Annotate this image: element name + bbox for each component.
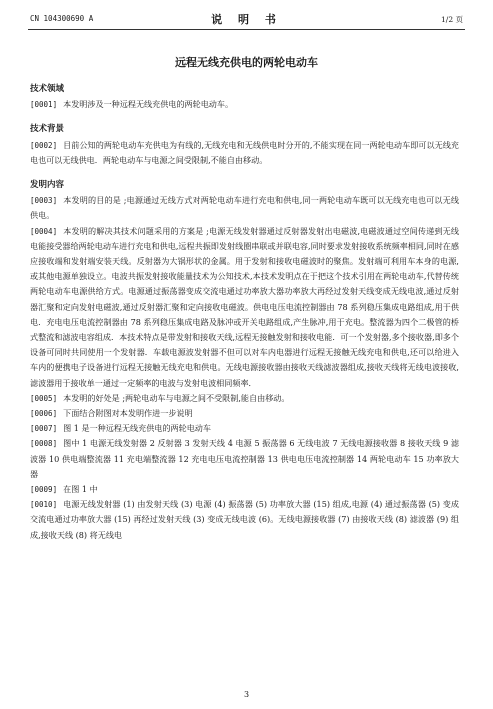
paragraph-text: 下面结合附图对本发明作进一步说明 [63, 408, 193, 419]
paragraph [30, 224, 459, 391]
doc-type: 说 明 书 [211, 13, 282, 26]
paragraph-number: [0005] [30, 393, 58, 403]
paragraph [30, 482, 459, 497]
paragraph-text: 本发明涉及一种远程无线充供电的两轮电动车。 [63, 99, 234, 110]
page-info: 1/2 页 [441, 15, 463, 24]
paragraph [30, 497, 459, 543]
paragraph [30, 406, 459, 421]
paragraph-number: [0008] [30, 439, 58, 449]
header-rule [28, 29, 465, 30]
paragraph-number: [0010] [30, 500, 58, 510]
paragraph [30, 421, 459, 436]
paragraph-number: [0009] [30, 485, 58, 495]
page-number: 3 [243, 690, 250, 699]
section-heading-field: 技术领域 [30, 84, 65, 94]
paragraph-text: 图中 1 电源无线发射器 2 反射器 3 发射天线 4 电源 5 振荡器 6 无线电波 7 无线电源接收器 8 接收天线 9 滤波器 10 供电端整流器 11 充电端整流器 12 充电电压电流控制器 13 供电电压电流控制器 14 两轮电动车 15 功率放大器 [30, 438, 459, 479]
paragraph-number: [0001] [30, 100, 58, 110]
paragraph-text: 图 1 是一种远程无线充供电的两轮电动车 [63, 423, 211, 434]
paragraph-number: [0002] [30, 140, 58, 150]
document-title: 远程无线充供电的两轮电动车 [175, 56, 318, 69]
doc-number: CN 104300690 A [30, 14, 94, 23]
paragraph [30, 193, 459, 223]
paragraph [30, 97, 459, 112]
paragraph-number: [0007] [30, 424, 58, 434]
paragraph-number: [0003] [30, 196, 58, 206]
paragraph [30, 436, 459, 482]
document-body [30, 82, 459, 543]
paragraph [30, 138, 459, 168]
paragraph-text: 本发明的解决其技术问题采用的方案是 ;电源无线发射器通过反射器发射出电磁波,电磁波通过空间传递到无线电能接受器给两轮电动车进行充电和供电,远程共振即发射线圈串联或并联电容,同时要求发射接收系统频率相同,同时在感应接收端和发射端安装天线。反射器为大锅形状的金属。用于发射和接收电磁波时的聚焦。发射端可利用车本身的电源,或其他电源单独设立。电波共振发射接收能量技术为公知技术,本技术发明点在于把这个技术引用在两轮电动车,代替传统两轮电动车电源供给方式。电源通过振荡器变成交流电通过功率放大器功率放大再经过发射天线变成无线电波,通过反射器汇聚和定向发射电磁波,通过反射器汇聚和定向接收电磁波。供电电压电流控制器由 78 系列稳压集成电路组成,用于供电．充电电压电流控制器由 78 系列稳压集成电路及脉冲或开关电路组成,产生脉冲,用于充电。整流器为四个二极管的桥式整流和滤波电容组成．本技术特点是带发射和接收天线,远程无接触发射和接收电能．可一个发射器,多个接收器,即多个设备可同时共同使用一个发射器．车载电源波发射器不但可以对车内电器进行远程无接触无线充电和供电,还可以给进入车内的便携电子设备进行远程无接触无线充电和供电。无线电源接收器由接收天线滤波器组成,接收天线将无线电波接收,滤波器用于接收单一通过一定频率的电波与发射电波相同频率． [30, 225, 459, 388]
paragraph-text: 本发明的好处是 ;两轮电动车与电源之间不受限制,能自由移动。 [63, 392, 290, 403]
section-heading-summary: 发明内容 [30, 180, 65, 191]
paragraph-text: 在图 1 中 [63, 484, 98, 495]
paragraph [30, 391, 459, 406]
page-header [30, 10, 463, 30]
paragraph-text: 目前公知的两轮电动车充供电为有线的,无线充电和无线供电时分开的,不能实现在同一两轮电动车即可以无线充电也可以无线供电．两轮电动车与电源之间受限制,不能自由移动。 [30, 139, 459, 165]
section-heading-background: 技术背景 [30, 124, 65, 135]
paragraph-text: 本发明的目的是 ;电源通过无线方式对两轮电动车进行充电和供电,同一两轮电动车既可以无线充电也可以无线供电。 [30, 195, 459, 221]
paragraph-number: [0006] [30, 409, 58, 419]
paragraph-number: [0004] [30, 226, 58, 236]
paragraph-text: 电源无线发射器 (1) 由发射天线 (3) 电源 (4) 振荡器 (5) 功率放大器 (15) 组成,电源 (4) 通过振荡器 (5) 变成交流电通过功率放大器 (15) 再经过发射天线 (3) 变成无线电波 (6)。无线电源接收器 (7) 由接收天线 (8) 滤波器 (9) 组成,接收天线 (8) 将无线电 [30, 499, 459, 540]
